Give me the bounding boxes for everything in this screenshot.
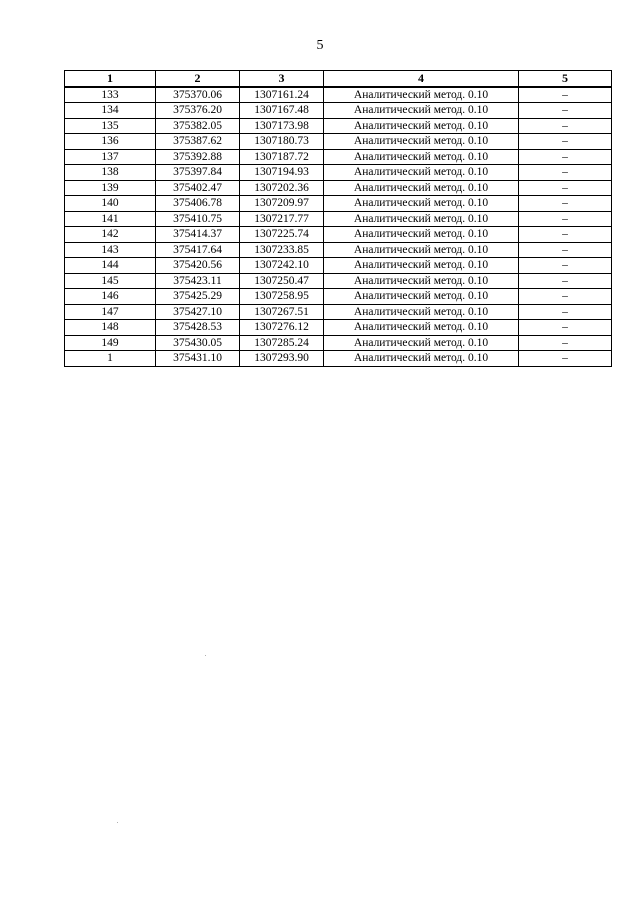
table-row <box>65 320 612 336</box>
table-row <box>65 118 612 134</box>
table-row <box>65 196 612 212</box>
note-cell: – <box>519 304 612 320</box>
method-accuracy-cell: Аналитический метод. 0.10 <box>324 273 519 289</box>
y-coordinate-cell: 1307187.72 <box>240 149 324 165</box>
point-number-cell: 134 <box>65 103 156 119</box>
point-number-cell: 142 <box>65 227 156 243</box>
method-accuracy-cell: Аналитический метод. 0.10 <box>324 242 519 258</box>
point-number-cell: 143 <box>65 242 156 258</box>
table-row <box>65 351 612 367</box>
y-coordinate-cell: 1307161.24 <box>240 87 324 103</box>
method-accuracy-cell: Аналитический метод. 0.10 <box>324 87 519 103</box>
coordinates-table <box>64 70 612 367</box>
y-coordinate-cell: 1307217.77 <box>240 211 324 227</box>
table-row <box>65 258 612 274</box>
x-coordinate-cell: 375397.84 <box>156 165 240 181</box>
table-row <box>65 180 612 196</box>
x-coordinate-cell: 375376.20 <box>156 103 240 119</box>
header-col-1: 1 <box>65 71 156 87</box>
table-row <box>65 134 612 150</box>
scan-speck <box>205 655 206 656</box>
method-accuracy-cell: Аналитический метод. 0.10 <box>324 149 519 165</box>
y-coordinate-cell: 1307194.93 <box>240 165 324 181</box>
table-body <box>65 87 612 367</box>
y-coordinate-cell: 1307167.48 <box>240 103 324 119</box>
x-coordinate-cell: 375427.10 <box>156 304 240 320</box>
x-coordinate-cell: 375428.53 <box>156 320 240 336</box>
x-coordinate-cell: 375414.37 <box>156 227 240 243</box>
x-coordinate-cell: 375392.88 <box>156 149 240 165</box>
y-coordinate-cell: 1307250.47 <box>240 273 324 289</box>
point-number-cell: 148 <box>65 320 156 336</box>
x-coordinate-cell: 375420.56 <box>156 258 240 274</box>
table-row <box>65 289 612 305</box>
x-coordinate-cell: 375430.05 <box>156 335 240 351</box>
x-coordinate-cell: 375425.29 <box>156 289 240 305</box>
table-row <box>65 227 612 243</box>
y-coordinate-cell: 1307258.95 <box>240 289 324 305</box>
x-coordinate-cell: 375382.05 <box>156 118 240 134</box>
x-coordinate-cell: 375370.06 <box>156 87 240 103</box>
note-cell: – <box>519 227 612 243</box>
table-row <box>65 242 612 258</box>
method-accuracy-cell: Аналитический метод. 0.10 <box>324 180 519 196</box>
method-accuracy-cell: Аналитический метод. 0.10 <box>324 304 519 320</box>
header-row <box>65 71 612 87</box>
table-row <box>65 103 612 119</box>
table-row <box>65 165 612 181</box>
point-number-cell: 147 <box>65 304 156 320</box>
point-number-cell: 145 <box>65 273 156 289</box>
y-coordinate-cell: 1307233.85 <box>240 242 324 258</box>
method-accuracy-cell: Аналитический метод. 0.10 <box>324 165 519 181</box>
note-cell: – <box>519 273 612 289</box>
method-accuracy-cell: Аналитический метод. 0.10 <box>324 134 519 150</box>
y-coordinate-cell: 1307285.24 <box>240 335 324 351</box>
y-coordinate-cell: 1307173.98 <box>240 118 324 134</box>
x-coordinate-cell: 375387.62 <box>156 134 240 150</box>
y-coordinate-cell: 1307242.10 <box>240 258 324 274</box>
table-header <box>65 71 612 87</box>
x-coordinate-cell: 375402.47 <box>156 180 240 196</box>
x-coordinate-cell: 375431.10 <box>156 351 240 367</box>
note-cell: – <box>519 87 612 103</box>
y-coordinate-cell: 1307225.74 <box>240 227 324 243</box>
method-accuracy-cell: Аналитический метод. 0.10 <box>324 335 519 351</box>
y-coordinate-cell: 1307276.12 <box>240 320 324 336</box>
method-accuracy-cell: Аналитический метод. 0.10 <box>324 351 519 367</box>
table-row <box>65 273 612 289</box>
note-cell: – <box>519 180 612 196</box>
x-coordinate-cell: 375423.11 <box>156 273 240 289</box>
point-number-cell: 133 <box>65 87 156 103</box>
method-accuracy-cell: Аналитический метод. 0.10 <box>324 103 519 119</box>
note-cell: – <box>519 103 612 119</box>
x-coordinate-cell: 375406.78 <box>156 196 240 212</box>
method-accuracy-cell: Аналитический метод. 0.10 <box>324 258 519 274</box>
table-row <box>65 211 612 227</box>
note-cell: – <box>519 335 612 351</box>
method-accuracy-cell: Аналитический метод. 0.10 <box>324 320 519 336</box>
y-coordinate-cell: 1307209.97 <box>240 196 324 212</box>
point-number-cell: 135 <box>65 118 156 134</box>
y-coordinate-cell: 1307293.90 <box>240 351 324 367</box>
point-number-cell: 146 <box>65 289 156 305</box>
table-row <box>65 335 612 351</box>
header-col-2: 2 <box>156 71 240 87</box>
header-col-4: 4 <box>324 71 519 87</box>
point-number-cell: 138 <box>65 165 156 181</box>
point-number-cell: 140 <box>65 196 156 212</box>
header-col-3: 3 <box>240 71 324 87</box>
point-number-cell: 1 <box>65 351 156 367</box>
method-accuracy-cell: Аналитический метод. 0.10 <box>324 289 519 305</box>
table-row <box>65 304 612 320</box>
note-cell: – <box>519 118 612 134</box>
scan-speck <box>117 822 118 823</box>
note-cell: – <box>519 149 612 165</box>
note-cell: – <box>519 165 612 181</box>
point-number-cell: 137 <box>65 149 156 165</box>
x-coordinate-cell: 375410.75 <box>156 211 240 227</box>
point-number-cell: 144 <box>65 258 156 274</box>
method-accuracy-cell: Аналитический метод. 0.10 <box>324 211 519 227</box>
page-number: 5 <box>316 38 324 53</box>
note-cell: – <box>519 134 612 150</box>
note-cell: – <box>519 211 612 227</box>
method-accuracy-cell: Аналитический метод. 0.10 <box>324 118 519 134</box>
point-number-cell: 149 <box>65 335 156 351</box>
point-number-cell: 141 <box>65 211 156 227</box>
note-cell: – <box>519 196 612 212</box>
header-col-5: 5 <box>519 71 612 87</box>
method-accuracy-cell: Аналитический метод. 0.10 <box>324 227 519 243</box>
note-cell: – <box>519 320 612 336</box>
x-coordinate-cell: 375417.64 <box>156 242 240 258</box>
y-coordinate-cell: 1307180.73 <box>240 134 324 150</box>
table-row <box>65 149 612 165</box>
method-accuracy-cell: Аналитический метод. 0.10 <box>324 196 519 212</box>
y-coordinate-cell: 1307267.51 <box>240 304 324 320</box>
note-cell: – <box>519 258 612 274</box>
y-coordinate-cell: 1307202.36 <box>240 180 324 196</box>
point-number-cell: 139 <box>65 180 156 196</box>
note-cell: – <box>519 242 612 258</box>
note-cell: – <box>519 289 612 305</box>
note-cell: – <box>519 351 612 367</box>
point-number-cell: 136 <box>65 134 156 150</box>
table-row <box>65 87 612 103</box>
